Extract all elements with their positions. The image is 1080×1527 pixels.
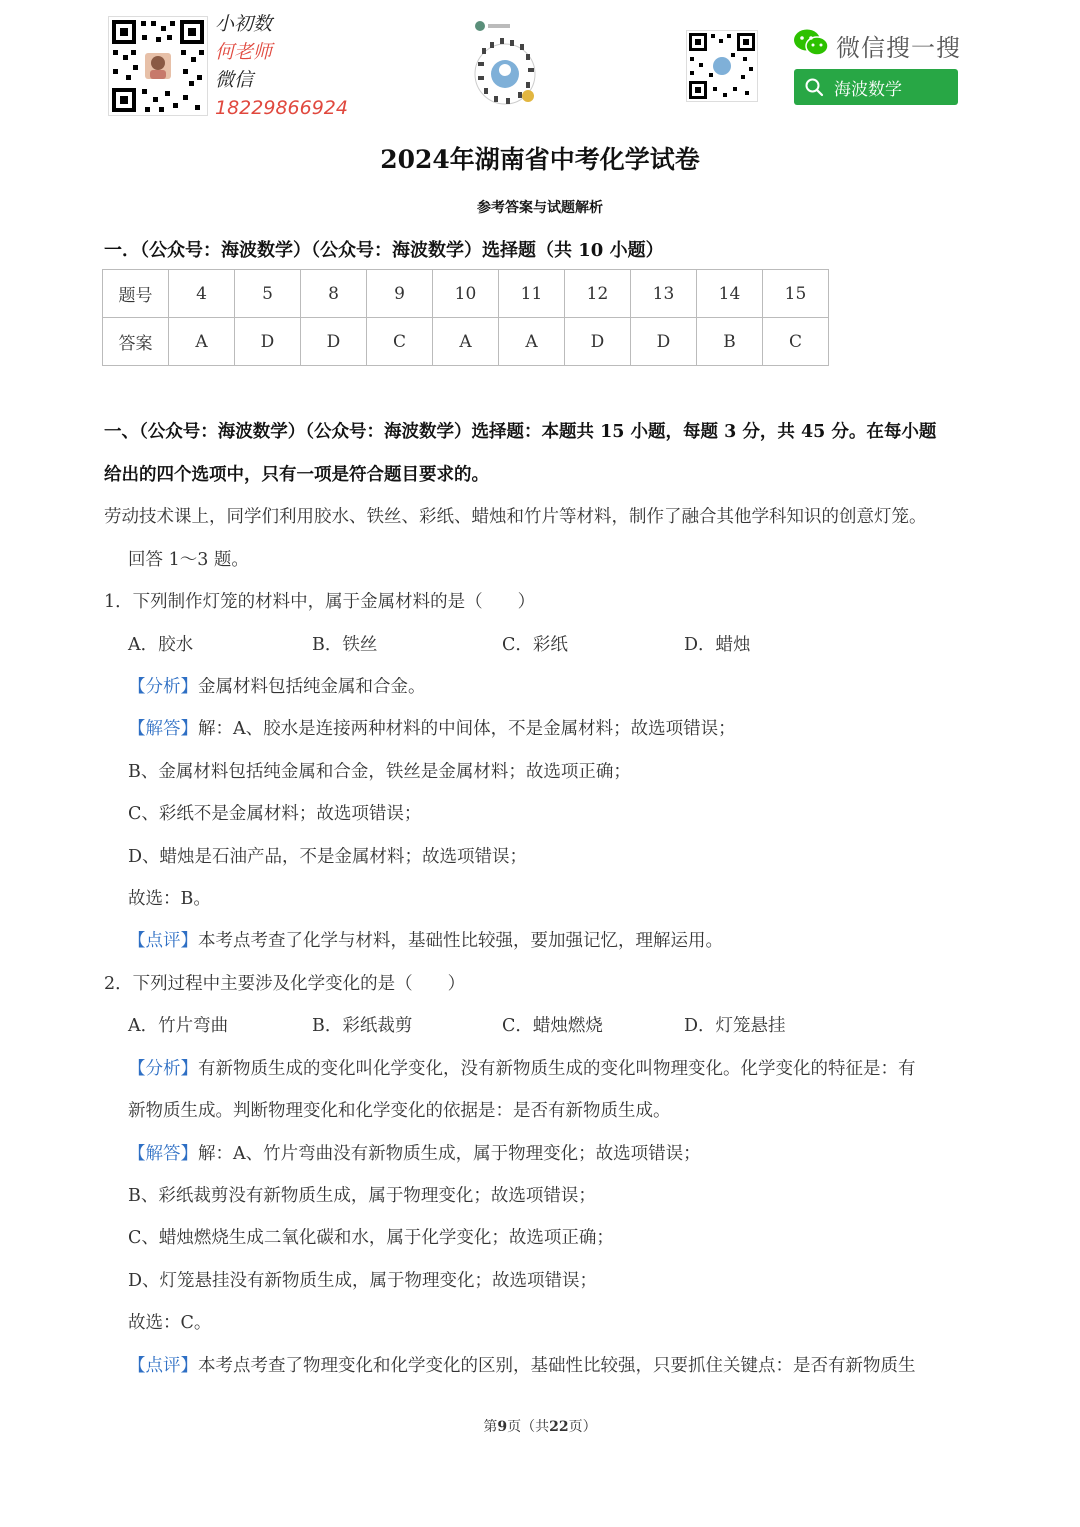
question-1-answer-line: C、彩纸不是金属材料；故选项错误； (128, 804, 422, 824)
footer-suffix: 页） (568, 1419, 597, 1435)
question-2-option: D．灯笼悬挂 (684, 1016, 786, 1036)
table-cell: 13 (631, 270, 697, 318)
table-row (103, 270, 829, 318)
question-2-option: B．彩纸裁剪 (312, 1016, 413, 1036)
table-cell: C (763, 318, 829, 366)
question-1-option: C．彩纸 (502, 635, 568, 655)
table-cell: 9 (367, 270, 433, 318)
question-1-choice: 故选：B。 (128, 889, 211, 909)
question-2-answer-line: B、彩纸裁剪没有新物质生成，属于物理变化；故选项错误； (128, 1186, 596, 1206)
question-2-analysis (128, 1055, 916, 1080)
comment-text: 本考点考查了物理变化和化学变化的区别，基础性比较强，只要抓住关键点：是否有新物质生 (198, 1356, 916, 1376)
table-row (103, 318, 829, 366)
wechat-logo-icon (793, 28, 829, 58)
footer-total-pages: 22 (549, 1419, 569, 1435)
answer-tag: 【解答】 (128, 719, 198, 739)
comment-text: 本考点考查了化学与材料，基础性比较强，要加强记忆，理解运用。 (198, 931, 723, 951)
table-cell: 答案 (103, 318, 169, 366)
question-2-option: C．蜡烛燃烧 (502, 1016, 603, 1036)
comment-tag: 【点评】 (128, 1356, 198, 1376)
question-2-answer-line: C、蜡烛燃烧生成二氧化碳和水，属于化学变化；故选项正确； (128, 1228, 614, 1248)
table-cell: D (565, 318, 631, 366)
search-icon (804, 77, 824, 97)
wechat-search-button-label: 海波数学 (834, 79, 902, 100)
question-1-option: D．蜡烛 (684, 635, 751, 655)
analysis-text: 有新物质生成的变化叫化学变化，没有新物质生成的变化叫物理变化。化学变化的特征是：有 (198, 1059, 916, 1079)
table-cell: 10 (433, 270, 499, 318)
footer-prefix: 第 (483, 1419, 498, 1435)
question-1-answer (128, 715, 736, 740)
table-cell: 14 (697, 270, 763, 318)
contact-info (215, 10, 348, 122)
table-cell: A (433, 318, 499, 366)
question-1-option: A．胶水 (128, 635, 194, 655)
table-cell: A (499, 318, 565, 366)
table-cell: B (697, 318, 763, 366)
question-1-stem: 1．下列制作灯笼的材料中，属于金属材料的是（ ） (104, 592, 536, 612)
question-2-answer (128, 1140, 701, 1165)
table-cell: 15 (763, 270, 829, 318)
contact-line: 何老师 (215, 41, 273, 63)
analysis-tag: 【分析】 (128, 677, 198, 697)
section1-heading: 一．（公众号：海波数学）（公众号：海波数学）选择题（共 10 小题） (104, 240, 664, 261)
page-title: 2024年湖南省中考化学试卷 (380, 145, 700, 174)
footer-page-number: 9 (497, 1419, 508, 1435)
table-cell: 4 (169, 270, 235, 318)
question-2-choice: 故选：C。 (128, 1313, 212, 1333)
table-cell: D (301, 318, 367, 366)
analysis-tag: 【分析】 (128, 1059, 198, 1079)
contact-line: 18229866924 (215, 97, 348, 119)
table-cell: 11 (499, 270, 565, 318)
question-1-option: B．铁丝 (312, 635, 378, 655)
wechat-search-button[interactable] (794, 69, 958, 105)
table-cell: 5 (235, 270, 301, 318)
qr-code-contact (108, 16, 208, 116)
question-2-analysis-line: 新物质生成。判断物理变化和化学变化的依据是：是否有新物质生成。 (128, 1101, 671, 1121)
intro-text: 回答 1～3 题。 (128, 550, 249, 570)
question-2-stem: 2．下列过程中主要涉及化学变化的是（ ） (104, 974, 466, 994)
question-1-answer-line: D、蜡烛是石油产品，不是金属材料；故选项错误； (128, 847, 528, 867)
section2-heading-line: 给出的四个选项中，只有一项是符合题目要求的。 (104, 465, 489, 485)
table-cell: D (235, 318, 301, 366)
comment-tag: 【点评】 (128, 931, 198, 951)
footer-mid: 页（共 (507, 1419, 550, 1435)
table-cell: 题号 (103, 270, 169, 318)
contact-line: 小初数 (215, 13, 273, 35)
question-2-option: A．竹片弯曲 (128, 1016, 229, 1036)
table-cell: A (169, 318, 235, 366)
contact-line: 微信 (215, 69, 254, 91)
page-subtitle: 参考答案与试题解析 (477, 200, 603, 216)
answer-tag: 【解答】 (128, 1144, 198, 1164)
table-cell: 8 (301, 270, 367, 318)
mini-program-code (470, 18, 540, 108)
page-footer (0, 1416, 1080, 1436)
analysis-text: 金属材料包括纯金属和合金。 (198, 677, 426, 697)
table-cell: 12 (565, 270, 631, 318)
answer-text: 解：A、胶水是连接两种材料的中间体，不是金属材料；故选项错误； (198, 719, 736, 739)
qr-code-wechat (686, 30, 758, 102)
question-2-comment (128, 1352, 916, 1377)
question-2-answer-line: D、灯笼悬挂没有新物质生成，属于物理变化；故选项错误； (128, 1271, 598, 1291)
section2-heading-line: 一、（公众号：海波数学）（公众号：海波数学）选择题：本题共 15 小题，每题 3 分，共 45 分。在每小题 (104, 422, 937, 442)
question-1-comment (128, 927, 723, 952)
question-1-answer-line: B、金属材料包括纯金属和合金，铁丝是金属材料；故选项正确； (128, 762, 631, 782)
answer-text: 解：A、竹片弯曲没有新物质生成，属于物理变化；故选项错误； (198, 1144, 701, 1164)
table-cell: C (367, 318, 433, 366)
question-1-analysis (128, 673, 426, 698)
table-cell: D (631, 318, 697, 366)
answer-table (102, 269, 829, 366)
wechat-search-title: 微信搜一搜 (836, 34, 961, 62)
intro-text: 劳动技术课上，同学们利用胶水、铁丝、彩纸、蜡烛和竹片等材料，制作了融合其他学科知识的创意灯笼。 (104, 507, 927, 527)
